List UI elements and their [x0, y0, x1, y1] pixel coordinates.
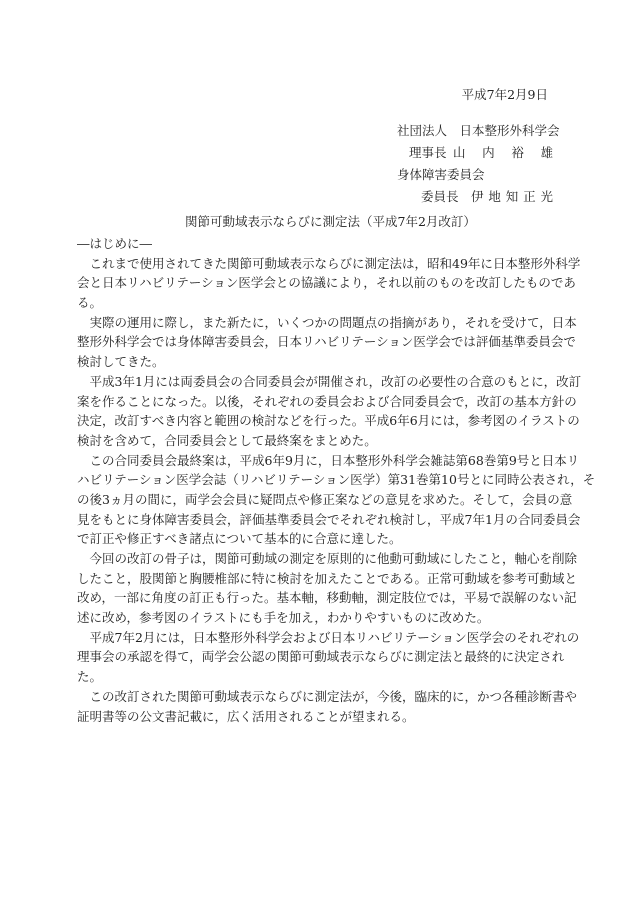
paragraph-line: 整形外科学会では身体障害委員会，日本リハビリテーション医学会では評価基準委員会で: [77, 334, 576, 350]
paragraph-line: 見をもとに身体障害委員会，評価基準委員会でそれぞれ検討し，平成7年1月の合同委員会: [77, 511, 581, 527]
document-title: 関節可動域表示ならびに測定法（平成7年2月改訂）: [185, 214, 476, 229]
paragraph-line: 述に改め，参考図のイラストにも手を加え，わかりやすいものに改めた。: [77, 610, 490, 626]
author-role-1: 理事長: [409, 145, 447, 160]
paragraph-line: 改め，一部に角度の訂正も行った。基本軸，移動軸，測定肢位では，平易で誤解のない記: [77, 590, 577, 606]
author-name-2: 伊 地 知 正 光: [471, 189, 553, 204]
paragraph: [77, 313, 577, 372]
document-body: [77, 234, 596, 726]
paragraph: [77, 549, 578, 628]
paragraph-line: 理事会の承認を得て，両学会公認の関節可動域表示ならびに測定法と最終的に決定され: [77, 649, 565, 665]
paragraph-line: 今回の改訂の骨子は，関節可動域の測定を原則的に他動可動域にしたこと，軸心を削除: [89, 551, 578, 566]
author-line-2: [397, 187, 553, 205]
paragraph-line: た。: [77, 669, 103, 685]
paragraph-line: 平成7年2月には，日本整形外科学会および日本リハビリテーション医学会のそれぞれの: [89, 629, 580, 645]
paragraph-line: 平成3年1月には両委員会の合同委員会が開催され，改訂の必要性の合意のもとに，改訂: [89, 373, 582, 389]
paragraph-line: この改訂された関節可動域表示ならびに測定法が，今後，臨床的に，かつ各種診断書や: [89, 688, 578, 704]
section-heading: ―はじめに―: [77, 236, 153, 251]
author-organization-1: 社団法人 日本整形外科学会: [397, 123, 560, 138]
author-line-1: [397, 143, 553, 161]
paragraph-line: したこと，股関節と胸腰椎部に特に検討を加えたことである。正常可動域を参考可動域と: [77, 570, 578, 586]
paragraph-line: これまで使用されてきた関節可動域表示ならびに測定法は，昭和49年に日本整形外科学: [89, 255, 581, 271]
paragraph: [77, 628, 580, 687]
author-name-1: 山 内 裕 雄: [453, 145, 553, 160]
paragraph: [77, 372, 582, 451]
paragraph: [77, 451, 596, 549]
paragraph-line: 決定，改訂すべき内容と範囲の検討などを行った。平成6年6月には，参考図のイラストの: [77, 413, 580, 429]
paragraph-line: で訂正や修正すべき諸点について基本的に合意に達した。: [77, 531, 402, 547]
paragraph-line: 実際の運用に際し，また新たに，いくつかの問題点の指摘があり，それを受けて，日本: [89, 314, 577, 330]
paragraph-line: 案を作ることになった。以後，それぞれの委員会および合同委員会で，改訂の基本方針の: [77, 393, 577, 409]
author-organization-2: 身体障害委員会: [397, 167, 485, 182]
paragraph: [77, 254, 581, 313]
paragraph-line: 検討を含めて，合同委員会として最終案をまとめた。: [77, 432, 377, 448]
document-date: 平成7年2月9日: [461, 87, 548, 102]
paragraph-line: 証明書等の公文書記載に，広く活用されることが望まれる。: [77, 708, 415, 724]
author-role-2: 委員長: [421, 189, 459, 204]
paragraph-line: この合同委員会最終案は，平成6年9月に，日本整形外科学会雑誌第68巻第9号と日本リ: [89, 452, 580, 468]
paragraph-line: の後3ヵ月の間に，両学会会員に疑問点や修正案などの意見を求めた。そして，会員の意: [77, 491, 573, 507]
paragraph-line: 会と日本リハビリテーション医学会との協議により，それ以前のものを改訂したものであ: [77, 275, 576, 291]
paragraph-line: ハビリテーション医学会誌（リハビリテーション医学）第31巻第10号とに同時公表され，そ: [77, 472, 596, 488]
paragraph-line: る。: [77, 295, 103, 311]
paragraph-line: 検討してきた。: [77, 354, 165, 370]
paragraph: [77, 687, 578, 726]
